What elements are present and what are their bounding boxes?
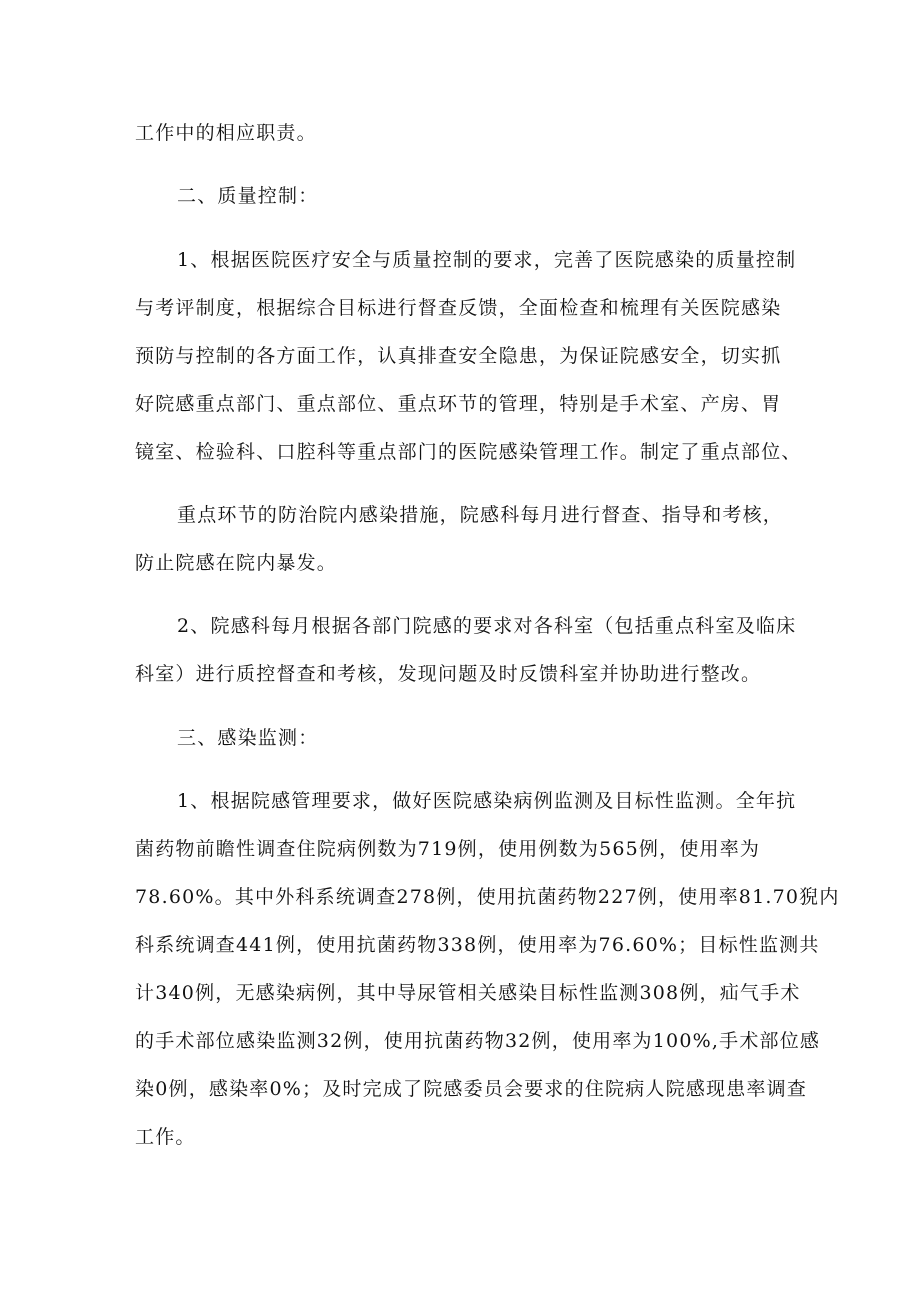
- text-line: 的手术部位感染监测32例，使用抗菌药物32例，使用率为100%,手术部位感: [135, 1030, 821, 1052]
- text-line: 重点环节的防治院内感染措施，院感科每月进行督查、指导和考核，: [177, 504, 784, 526]
- text-line: 计340例，无感染病例，其中导尿管相关感染目标性监测308例，疝气手术: [135, 982, 801, 1004]
- text-line: 防止院感在院内暴发。: [135, 552, 338, 574]
- text-line: 2、院感科每月根据各部门院感的要求对各科室（包括重点科室及临床: [177, 615, 797, 637]
- text-line: 科系统调查441例，使用抗菌药物338例，使用率为76.60%；目标性监测共: [135, 934, 820, 956]
- section-heading: 二、质量控制：: [177, 185, 319, 207]
- text-line: 菌药物前瞻性调查住院病例数为719例，使用例数为565例，使用率为: [135, 838, 761, 860]
- text-line: 工作中的相应职责。: [135, 122, 317, 144]
- text-line: 1、根据医院医疗安全与质量控制的要求，完善了医院感染的质量控制: [177, 249, 797, 271]
- text-line: 染0例，感染率0%；及时完成了院感委员会要求的住院病人院感现患率调查: [135, 1078, 808, 1100]
- section-heading: 三、感染监测：: [177, 727, 319, 749]
- text-line: 工作。: [135, 1126, 196, 1148]
- text-line: 科室）进行质控督查和考核，发现问题及时反馈科室并协助进行整改。: [135, 663, 762, 685]
- text-line: 与考评制度，根据综合目标进行督查反馈，全面检查和梳理有关医院感染: [135, 297, 782, 319]
- text-line: 好院感重点部门、重点部位、重点环节的管理，特别是手术室、产房、胃: [135, 393, 782, 415]
- text-line: 镜室、检验科、口腔科等重点部门的医院感染管理工作。制定了重点部位、: [135, 441, 802, 463]
- text-line: 78.60%。其中外科系统调查278例，使用抗菌药物227例，使用率81.70猊内: [135, 886, 840, 908]
- text-line: 1、根据院感管理要求，做好医院感染病例监测及目标性监测。全年抗: [177, 790, 797, 812]
- text-line: 预防与控制的各方面工作，认真排查安全隐患，为保证院感安全，切实抓: [135, 345, 782, 367]
